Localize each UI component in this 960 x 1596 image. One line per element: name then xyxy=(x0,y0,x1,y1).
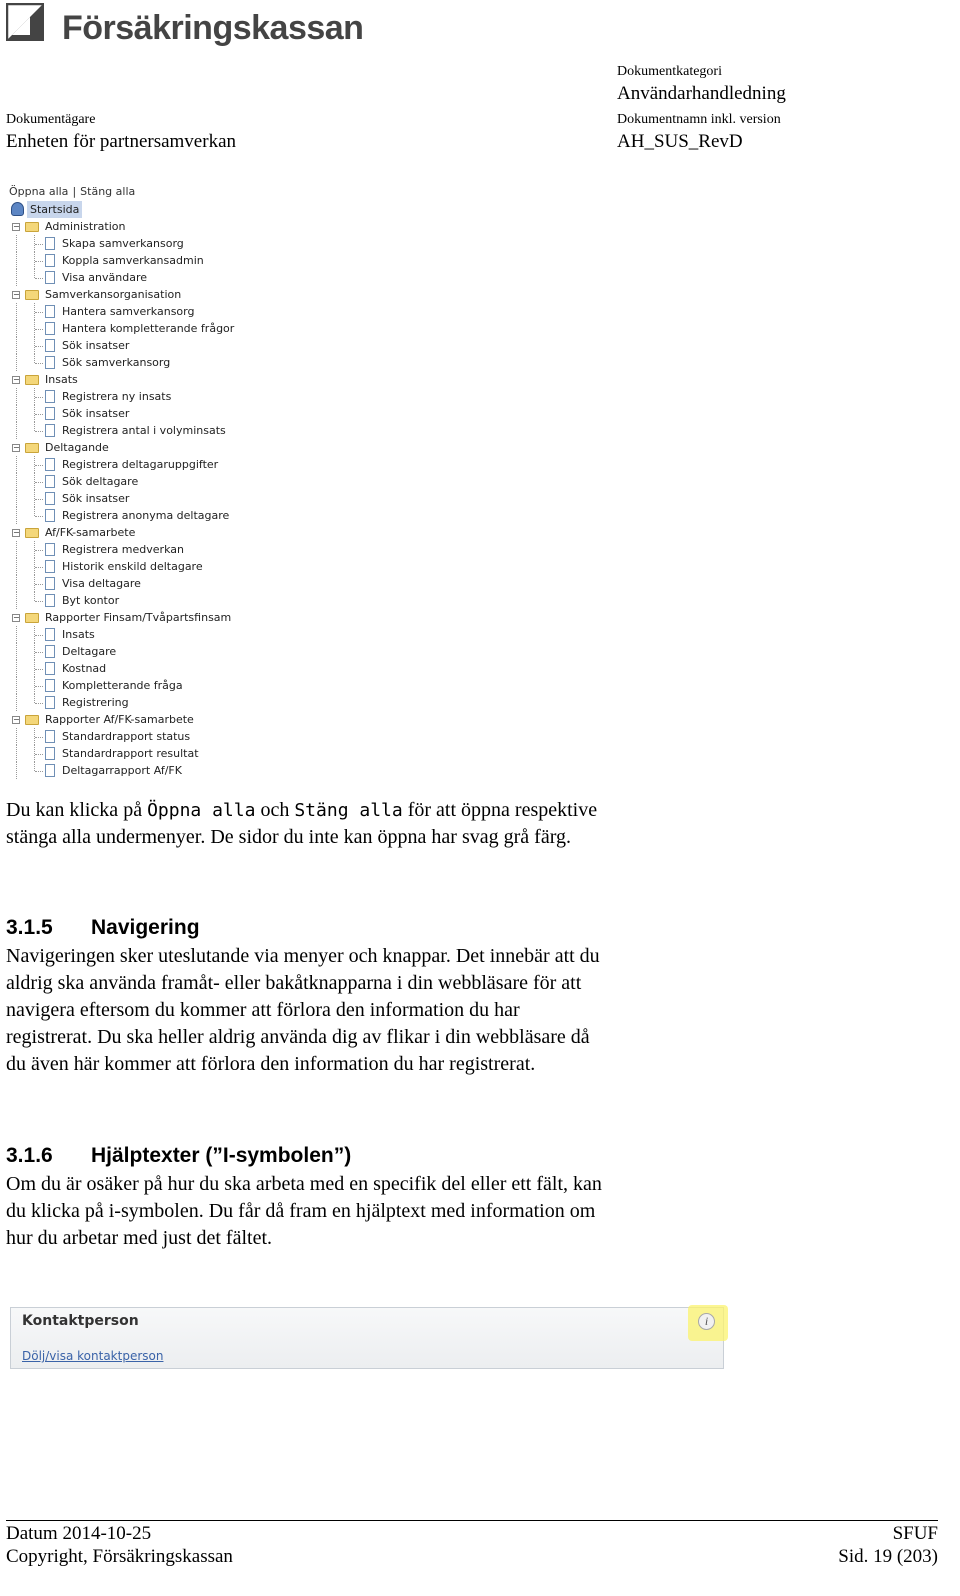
tree-connector xyxy=(35,397,43,398)
tree-root-label: Startsida xyxy=(27,201,82,218)
tree-connector xyxy=(16,252,17,269)
close-all-link[interactable]: Stäng alla xyxy=(80,185,136,198)
tree-connector xyxy=(16,422,17,439)
tree-connector xyxy=(34,269,35,278)
footer-copyright: Copyright, Försäkringskassan xyxy=(6,1546,233,1567)
p1-code-open-all: Öppna alla xyxy=(147,800,256,821)
home-icon xyxy=(11,202,24,216)
tree-item-label: Byt kontor xyxy=(62,594,120,607)
tree-connector xyxy=(16,490,17,507)
page-icon xyxy=(45,764,55,777)
tree-item-label: Kostnad xyxy=(62,662,107,675)
info-icon[interactable]: i xyxy=(698,1313,715,1330)
tree-connector xyxy=(35,771,43,772)
tree-connector xyxy=(16,405,17,422)
tree-group-label: Af/FK-samarbete xyxy=(45,526,136,539)
tree-item-label: Sök insatser xyxy=(62,339,130,352)
collapse-icon[interactable]: − xyxy=(13,613,20,622)
toolbar-separator: | xyxy=(72,185,77,198)
docname-value: AH_SUS_RevD xyxy=(617,131,743,152)
footer-page: Sid. 19 (203) xyxy=(838,1546,938,1567)
docname-label: Dokumentnamn inkl. version xyxy=(617,112,781,127)
p3-line: hur du arbetar med just det fältet. xyxy=(6,1227,273,1249)
page-icon xyxy=(45,492,55,505)
tree-connector xyxy=(35,329,43,330)
heading-title: Hjälptexter (”I-symbolen”) xyxy=(91,1144,352,1167)
tree-connector xyxy=(35,686,43,687)
tree-connector xyxy=(35,669,43,670)
tree-item-label: Registrera ny insats xyxy=(62,390,172,403)
page-icon xyxy=(45,407,55,420)
tree-connector xyxy=(16,303,17,320)
tree-connector xyxy=(34,592,35,601)
footer-org: SFUF xyxy=(892,1523,938,1544)
page-icon xyxy=(45,645,55,658)
tree-connector xyxy=(16,643,17,660)
p1-text-b: och xyxy=(260,799,290,821)
collapse-icon[interactable]: − xyxy=(13,528,20,537)
tree-item-label: Insats xyxy=(62,628,95,641)
tree-connector xyxy=(35,601,43,602)
page-icon xyxy=(45,237,55,250)
tree-connector xyxy=(16,575,17,592)
tree-connector xyxy=(16,235,17,252)
tree-connector xyxy=(35,567,43,568)
tree-item-label: Registrera antal i volyminsats xyxy=(62,424,226,437)
tree-connector xyxy=(16,354,17,371)
tree-connector xyxy=(35,363,43,364)
tree-connector xyxy=(35,652,43,653)
tree-connector xyxy=(16,592,17,609)
tree-connector xyxy=(35,465,43,466)
p3-line: du klicka på i-symbolen. Du får då fram en hjälptext med information om xyxy=(6,1200,596,1222)
p3-line: Om du är osäker på hur du ska arbeta med en specifik del eller ett fält, kan xyxy=(6,1173,602,1195)
tree-connector xyxy=(16,456,17,473)
page-icon xyxy=(45,560,55,573)
paragraph-hjalptexter xyxy=(6,1171,936,1252)
open-all-link[interactable]: Öppna alla xyxy=(9,185,69,198)
page-icon xyxy=(45,543,55,556)
folder-icon xyxy=(25,443,39,453)
footer-divider xyxy=(6,1520,938,1521)
folder-icon xyxy=(25,375,39,385)
page-icon xyxy=(45,390,55,403)
tree-item-label: Hantera kompletterande frågor xyxy=(62,322,235,335)
owner-label: Dokumentägare xyxy=(6,112,96,127)
footer-date: Datum 2014-10-25 xyxy=(6,1523,152,1544)
page-icon xyxy=(45,577,55,590)
tree-connector xyxy=(16,541,17,558)
owner-value: Enheten för partnersamverkan xyxy=(6,131,237,152)
tree-item-label: Standardrapport status xyxy=(62,730,191,743)
tree-connector xyxy=(16,694,17,711)
tree-group-label: Rapporter Af/FK-samarbete xyxy=(45,713,194,726)
tree-item-label: Deltagarrapport Af/FK xyxy=(62,764,182,777)
tree-connector xyxy=(35,244,43,245)
tree-connector xyxy=(35,516,43,517)
p1-text-a: Du kan klicka på xyxy=(6,799,143,821)
folder-icon xyxy=(25,613,39,623)
page-icon xyxy=(45,628,55,641)
p2-line: navigera eftersom du kommer att förlora den information du har xyxy=(6,999,520,1021)
folder-icon xyxy=(25,715,39,725)
page-icon xyxy=(45,747,55,760)
tree-connector xyxy=(34,507,35,516)
tree-item-label: Sök deltagare xyxy=(62,475,139,488)
tree-item-label: Skapa samverkansorg xyxy=(62,237,184,250)
tree-connector xyxy=(35,584,43,585)
collapse-icon[interactable]: − xyxy=(13,222,20,231)
tree-connector xyxy=(35,754,43,755)
tree-connector xyxy=(16,745,17,762)
tree-connector xyxy=(16,337,17,354)
tree-connector xyxy=(35,499,43,500)
tree-item-label: Deltagare xyxy=(62,645,117,658)
logo-text: Försäkringskassan xyxy=(62,9,364,47)
tree-group-label: Deltagande xyxy=(45,441,109,454)
tree-group-label: Rapporter Finsam/Tvåpartsfinsam xyxy=(45,611,232,624)
page-icon xyxy=(45,356,55,369)
page-icon xyxy=(45,662,55,675)
tree-item-label: Registrera anonyma deltagare xyxy=(62,509,230,522)
tree-group-label: Administration xyxy=(45,220,126,233)
p2-line: Navigeringen sker uteslutande via menyer och knappar. Det innebär att du xyxy=(6,945,600,967)
tree-connector xyxy=(34,762,35,771)
logo-icon xyxy=(6,3,44,41)
p2-line: registrerat. Du ska heller aldrig använda dig av flikar i din webbläsare då xyxy=(6,1026,590,1048)
tree-connector xyxy=(16,558,17,575)
category-label: Dokumentkategori xyxy=(617,64,722,79)
category-value: Användarhandledning xyxy=(617,83,786,104)
tree-connector xyxy=(35,550,43,551)
p2-line: du även här kommer att förlora den information du har registrerat. xyxy=(6,1053,536,1075)
tree-toolbar xyxy=(9,185,135,198)
tree-item-label: Hantera samverkansorg xyxy=(62,305,195,318)
tree-connector xyxy=(34,354,35,363)
tree-connector xyxy=(35,312,43,313)
tree-connector xyxy=(16,507,17,524)
p1-code-close-all: Stäng alla xyxy=(294,800,403,821)
page-icon xyxy=(45,730,55,743)
page-icon xyxy=(45,696,55,709)
page-icon xyxy=(45,305,55,318)
tree-item-label: Registrera medverkan xyxy=(62,543,184,556)
tree-item-label: Standardrapport resultat xyxy=(62,747,199,760)
tree-connector xyxy=(16,320,17,337)
p2-line: aldrig ska använda framåt- eller bakåtknapparna i din webbläsare för att xyxy=(6,972,582,994)
tree-connector xyxy=(35,261,43,262)
toggle-contact-link[interactable]: Dölj/visa kontaktperson xyxy=(22,1349,164,1363)
heading-number: 3.1.6 xyxy=(6,1144,53,1167)
tree-connector xyxy=(16,626,17,643)
page-icon xyxy=(45,475,55,488)
tree-connector xyxy=(34,422,35,431)
page-icon xyxy=(45,594,55,607)
tree-item-label: Kompletterande fråga xyxy=(62,679,183,692)
paragraph-open-close xyxy=(6,797,936,851)
p1-line2: stänga alla undermenyer. De sidor du inte kan öppna har svag grå färg. xyxy=(6,826,571,848)
page-icon xyxy=(45,339,55,352)
tree-item-label: Registrera deltagaruppgifter xyxy=(62,458,219,471)
folder-icon xyxy=(25,290,39,300)
contact-title: Kontaktperson xyxy=(22,1313,139,1329)
tree-connector xyxy=(16,677,17,694)
tree-item-label: Visa användare xyxy=(62,271,148,284)
tree-group-label: Insats xyxy=(45,373,78,386)
collapse-icon[interactable]: − xyxy=(13,715,20,724)
tree-connector xyxy=(16,762,17,779)
tree-item-label: Historik enskild deltagare xyxy=(62,560,203,573)
page-icon xyxy=(45,254,55,267)
page-icon xyxy=(45,424,55,437)
tree-connector xyxy=(35,482,43,483)
tree-connector xyxy=(16,388,17,405)
heading-navigering xyxy=(6,915,200,941)
tree-connector xyxy=(16,473,17,490)
page-icon xyxy=(45,458,55,471)
collapse-icon[interactable]: − xyxy=(13,443,20,452)
p1-text-c: för att öppna respektive xyxy=(407,799,598,821)
folder-icon xyxy=(25,222,39,232)
heading-title: Navigering xyxy=(91,916,200,939)
tree-item-label: Sök samverkansorg xyxy=(62,356,171,369)
tree-item-label: Sök insatser xyxy=(62,492,130,505)
tree-connector xyxy=(16,269,17,286)
tree-item-label: Koppla samverkansadmin xyxy=(62,254,204,267)
tree-connector xyxy=(35,346,43,347)
tree-connector xyxy=(35,278,43,279)
page-icon xyxy=(45,322,55,335)
tree-item-label: Sök insatser xyxy=(62,407,130,420)
tree-connector xyxy=(34,694,35,703)
paragraph-navigering xyxy=(6,943,936,1078)
tree-connector xyxy=(35,431,43,432)
heading-hjalptexter xyxy=(6,1143,351,1169)
folder-icon xyxy=(25,528,39,538)
tree-item-label: Registrering xyxy=(62,696,129,709)
heading-number: 3.1.5 xyxy=(6,916,53,939)
tree-connector xyxy=(35,414,43,415)
collapse-icon[interactable]: − xyxy=(13,290,20,299)
page-icon xyxy=(45,509,55,522)
tree-connector xyxy=(16,728,17,745)
page-icon xyxy=(45,271,55,284)
tree-connector xyxy=(35,737,43,738)
tree-item-label: Visa deltagare xyxy=(62,577,141,590)
tree-connector xyxy=(16,660,17,677)
page-icon xyxy=(45,679,55,692)
tree-connector xyxy=(35,635,43,636)
collapse-icon[interactable]: − xyxy=(13,375,20,384)
tree-connector xyxy=(35,703,43,704)
tree-group-label: Samverkansorganisation xyxy=(45,288,182,301)
